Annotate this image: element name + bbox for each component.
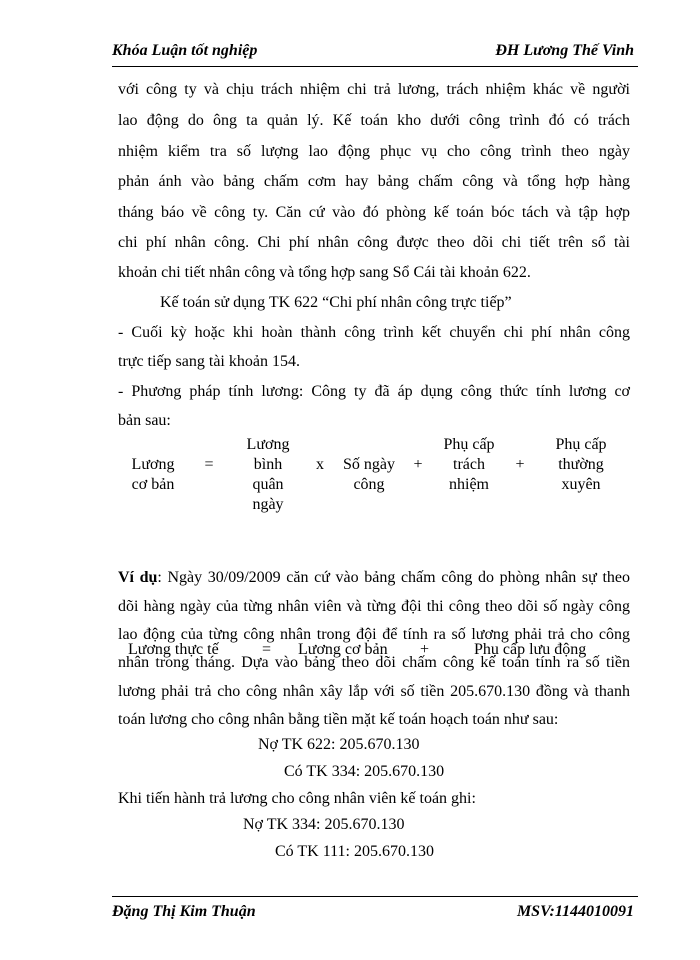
formula-plus: + bbox=[413, 456, 423, 473]
entry-debit-334: Nợ TK 334: 205.670.130 bbox=[243, 816, 405, 833]
example-first-line: : Ngày 30/09/2009 căn cứ vào bảng chấm công do phòng nhân sự theo bbox=[157, 569, 631, 586]
formula-text: trách bbox=[453, 456, 485, 473]
tk-account-line: Kế toán sử dụng TK 622 “Chi phí nhân công trực tiếp” bbox=[160, 294, 512, 311]
overlay-base-wage: Lương cơ bản bbox=[298, 641, 388, 658]
formula-text: bình bbox=[253, 456, 283, 473]
overlay-equals: = bbox=[262, 641, 272, 658]
text-line: tháng báo về công ty. Căn cứ vào đó phòng kế toán bóc tách và tập hợp bbox=[118, 204, 630, 221]
formula-term-daily-wage bbox=[236, 435, 300, 515]
header-university: ĐH Lương Thế Vinh bbox=[495, 42, 634, 59]
formula-text: thường bbox=[558, 456, 604, 473]
text-line: chi phí nhân công. Chi phí nhân công được theo dõi chi tiết trên sổ tài bbox=[118, 234, 630, 251]
text-line: nhiệm kiểm tra số lượng lao động phục vụ cho công trình theo ngày bbox=[118, 143, 630, 160]
text-line: nhân trong tháng. Dựa vào bảng theo dõi chấm công kế toán tính ra số tiền bbox=[118, 654, 630, 671]
text-line: khoản chi tiết nhân công và tổng hợp sang Sổ Cái tài khoản 622. bbox=[118, 264, 531, 281]
formula-text: Số ngày bbox=[343, 456, 395, 473]
text-line: với công ty và chịu trách nhiệm chi trả lương, trách nhiệm khác về người bbox=[118, 81, 630, 98]
formula-text: xuyên bbox=[561, 476, 601, 493]
text-line: lao động của từng công nhân trong đội để tính ra số lương phải trả cho công bbox=[118, 626, 630, 643]
page-footer bbox=[112, 896, 638, 925]
formula-text: quân bbox=[252, 476, 284, 493]
formula-text: cơ bản bbox=[131, 476, 175, 493]
text-line: - Phương pháp tính lương: Công ty đã áp dụng công thức tính lương cơ bbox=[118, 383, 630, 400]
text-line: trực tiếp sang tài khoản 154. bbox=[118, 353, 300, 370]
formula-multiply: x bbox=[316, 456, 324, 473]
formula-equals: = bbox=[204, 456, 214, 473]
text-line: toán lương cho công nhân bằng tiền mặt kế toán hoạch toán như sau: bbox=[118, 711, 559, 728]
formula-text: ngày bbox=[252, 496, 284, 513]
formula-text: Phụ cấp bbox=[443, 436, 495, 453]
formula-term-workdays bbox=[335, 455, 403, 495]
footer-author: Đặng Thị Kim Thuận bbox=[112, 903, 256, 920]
text-line: bản sau: bbox=[118, 412, 171, 429]
formula-term-responsibility-allowance bbox=[432, 435, 506, 495]
formula-lhs bbox=[118, 455, 188, 495]
overlay-plus: + bbox=[420, 641, 430, 658]
text-line: lao động do ông ta quản lý. Kế toán kho dưới công trình đó có trách bbox=[118, 112, 630, 129]
formula-text: công bbox=[353, 476, 385, 493]
entry-debit-622: Nợ TK 622: 205.670.130 bbox=[258, 736, 420, 753]
page-header bbox=[112, 38, 638, 67]
text-line: dõi hàng ngày của từng nhân viên và từng đội thi công theo dõi số ngày công bbox=[118, 598, 630, 615]
formula-text: Phụ cấp bbox=[555, 436, 607, 453]
example-label: Ví dụ bbox=[118, 569, 158, 586]
formula-text: nhiệm bbox=[449, 476, 489, 493]
formula-plus: + bbox=[515, 456, 525, 473]
formula-term-regular-allowance bbox=[544, 435, 618, 495]
text-line: phản ánh vào bảng chấm cơm hay bảng chấm công và tổng hợp hàng bbox=[118, 173, 630, 190]
payment-line: Khi tiến hành trả lương cho công nhân viên kế toán ghi: bbox=[118, 790, 476, 807]
text-line: - Cuối kỳ hoặc khi hoàn thành công trình kết chuyển chi phí nhân công bbox=[118, 324, 630, 341]
header-thesis-title: Khóa Luận tốt nghiệp bbox=[112, 42, 258, 59]
text-line bbox=[118, 568, 630, 588]
formula-text: Lương bbox=[246, 436, 290, 453]
entry-credit-111: Có TK 111: 205.670.130 bbox=[275, 843, 434, 860]
overlay-actual-wage: Lương thực tế bbox=[128, 641, 219, 658]
entry-credit-334: Có TK 334: 205.670.130 bbox=[284, 763, 445, 780]
overlay-mobile-allowance: Phụ cấp lưu động bbox=[474, 641, 587, 658]
text-line: lương phải trả cho công nhân xây lắp với số tiền 205.670.130 đồng và thanh bbox=[118, 683, 630, 700]
formula-text: Lương bbox=[131, 456, 175, 473]
footer-student-id: MSV:1144010091 bbox=[516, 903, 634, 920]
